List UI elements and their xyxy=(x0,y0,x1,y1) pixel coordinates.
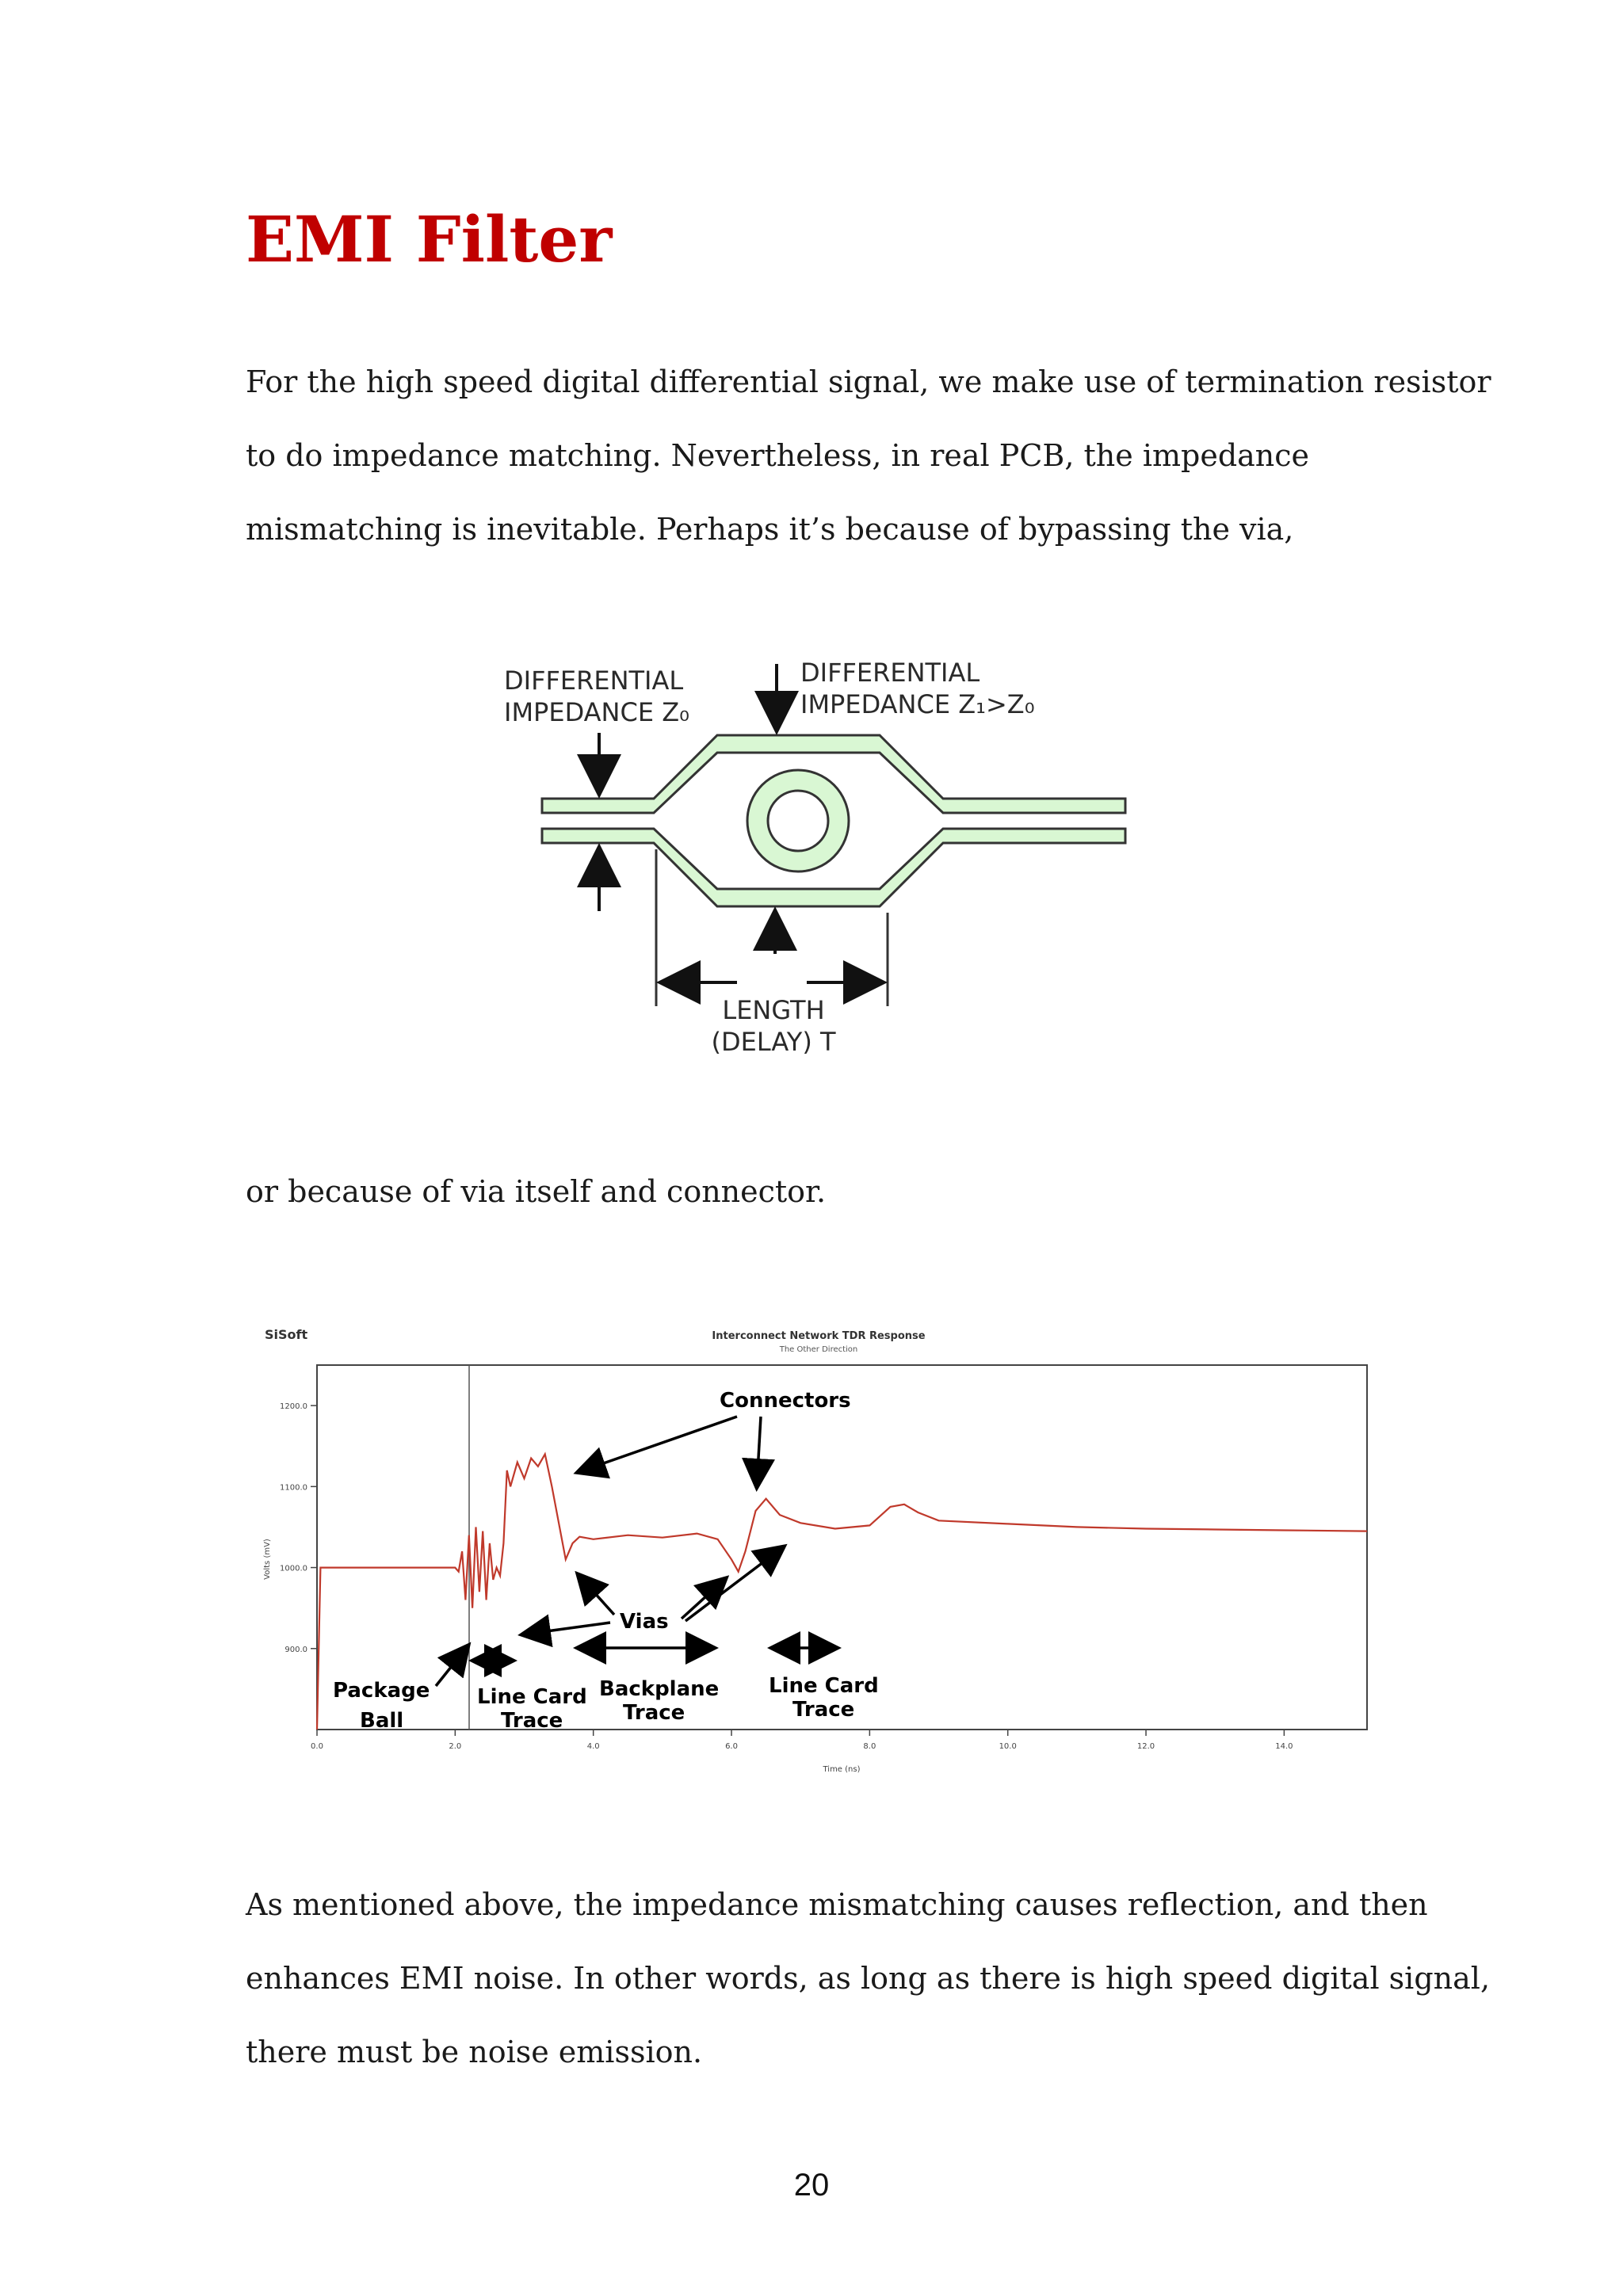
y-tick-label: 1000.0 xyxy=(280,1564,307,1573)
annotation-backplane-b: Trace xyxy=(623,1701,685,1725)
paragraph-intro xyxy=(246,345,1491,566)
annotation-vias: Vias xyxy=(620,1610,669,1634)
y-tick-label: 900.0 xyxy=(285,1645,307,1654)
label-right-line2: IMPEDANCE Z₁>Z₀ xyxy=(800,689,1035,719)
annotation-line-card-1a: Line Card xyxy=(477,1685,587,1709)
via-diagram-figure xyxy=(475,634,1189,1077)
chart-title: Interconnect Network TDR Response xyxy=(712,1330,926,1342)
paragraph-conclusion xyxy=(246,1868,1491,2089)
label-right-line1: DIFFERENTIAL xyxy=(800,658,980,688)
x-tick-label: 12.0 xyxy=(1136,1742,1155,1751)
tdr-response-chart xyxy=(254,1314,1384,1776)
label-left-line2: IMPEDANCE Z₀ xyxy=(504,697,689,727)
chart-logo: SiSoft xyxy=(265,1327,308,1342)
annotation-package-ball-2: Ball xyxy=(360,1709,404,1733)
page-number: 20 xyxy=(793,2168,830,2203)
text-line: mismatching is inevitable. Perhaps it’s because of bypassing the via, xyxy=(246,512,1294,547)
x-tick-label: 0.0 xyxy=(311,1742,323,1751)
annotation-line-card-2b: Trace xyxy=(792,1698,855,1722)
x-tick-label: 4.0 xyxy=(586,1742,600,1751)
text-line: there must be noise emission. xyxy=(246,2035,703,2069)
chart-subtitle: The Other Direction xyxy=(779,1345,858,1354)
x-tick-label: 8.0 xyxy=(863,1742,876,1751)
x-tick-label: 14.0 xyxy=(1275,1742,1293,1751)
x-tick-label: 10.0 xyxy=(999,1742,1017,1751)
page-title: EMI Filter xyxy=(246,202,613,277)
annotation-connectors: Connectors xyxy=(720,1389,851,1413)
text-line: or because of via itself and connector. xyxy=(246,1174,827,1209)
annotation-backplane-a: Backplane xyxy=(599,1677,720,1701)
x-tick-label: 2.0 xyxy=(449,1742,462,1751)
text-line: For the high speed digital differential signal, we make use of termination resistor xyxy=(246,364,1491,399)
annotation-line-card-1b: Trace xyxy=(501,1709,563,1733)
y-axis-label: Volts (mV) xyxy=(263,1539,272,1580)
label-delay: (DELAY) T xyxy=(711,1027,836,1057)
y-tick-label: 1200.0 xyxy=(280,1402,307,1412)
label-length: LENGTH xyxy=(722,995,825,1025)
text-line: As mentioned above, the impedance mismatching causes reflection, and then xyxy=(246,1887,1428,1922)
text-line: enhances EMI noise. In other words, as long as there is high speed digital signal, xyxy=(246,1961,1491,1996)
paragraph-connector xyxy=(246,1155,1395,1229)
x-tick-label: 6.0 xyxy=(725,1742,738,1751)
text-line: to do impedance matching. Nevertheless, in real PCB, the impedance xyxy=(246,438,1310,473)
y-tick-label: 1100.0 xyxy=(280,1483,307,1493)
label-left-line1: DIFFERENTIAL xyxy=(504,666,684,696)
annotation-package-ball-1: Package xyxy=(333,1679,430,1703)
via-hole xyxy=(768,791,828,851)
x-axis-label: Time (ns) xyxy=(823,1765,861,1774)
annotation-line-card-2a: Line Card xyxy=(769,1674,879,1698)
